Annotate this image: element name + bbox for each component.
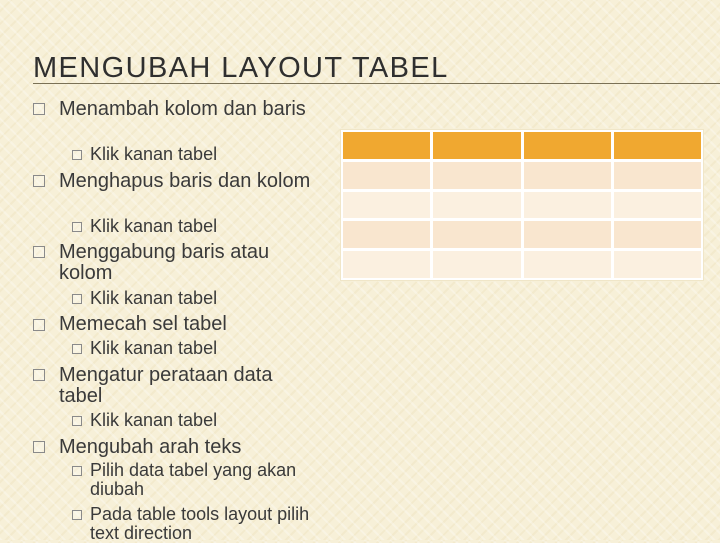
table-cell: [433, 221, 520, 248]
table-header-cell: [614, 132, 701, 159]
box-bullet-icon: [33, 175, 45, 187]
box-bullet-icon: [72, 150, 82, 160]
table-cell: [343, 221, 430, 248]
box-bullet-icon: [33, 246, 45, 258]
box-bullet-icon: [33, 441, 45, 453]
sub-bullet-item: Klik kanan tabel: [90, 338, 218, 358]
table-cell: [524, 162, 611, 189]
bullet-list: [0, 0, 340, 543]
bullet-item: Mengatur perataan data tabel: [59, 364, 273, 407]
sub-bullet-item: Klik kanan tabel: [90, 410, 218, 430]
sub-bullet-item: Klik kanan tabel: [90, 144, 218, 164]
table-header-cell: [433, 132, 520, 159]
sub-bullet-item: Pilih data tabel yang akan diubah: [90, 460, 297, 499]
table-cell: [524, 221, 611, 248]
bullet-item: Mengubah arah teks: [59, 436, 242, 458]
table-cell: [433, 162, 520, 189]
table-header-cell: [524, 132, 611, 159]
table-cell: [524, 192, 611, 219]
table-cell: [614, 192, 701, 219]
table-cell: [433, 251, 520, 278]
table-cell: [614, 162, 701, 189]
sub-bullet-item: Klik kanan tabel: [90, 216, 218, 236]
box-bullet-icon: [72, 222, 82, 232]
bullet-item: Menggabung baris atau kolom: [59, 241, 270, 284]
box-bullet-icon: [33, 319, 45, 331]
sub-bullet-item: Klik kanan tabel: [90, 288, 218, 308]
table-cell: [524, 251, 611, 278]
box-bullet-icon: [72, 416, 82, 426]
bullet-item: Menghapus baris dan kolom: [59, 170, 311, 192]
table-cell: [614, 251, 701, 278]
box-bullet-icon: [72, 294, 82, 304]
table-cell: [343, 251, 430, 278]
table-cell: [433, 192, 520, 219]
table-header-cell: [343, 132, 430, 159]
slide-title: MENGUBAH LAYOUT TABEL: [33, 52, 449, 84]
table-cell: [614, 221, 701, 248]
box-bullet-icon: [33, 369, 45, 381]
box-bullet-icon: [72, 510, 82, 520]
table-cell: [343, 192, 430, 219]
box-bullet-icon: [33, 103, 45, 115]
bullet-item: Menambah kolom dan baris: [59, 98, 306, 120]
bullet-item: Memecah sel tabel: [59, 313, 227, 335]
table-cell: [343, 162, 430, 189]
sub-bullet-item: Pada table tools layout pilih text direction: [90, 504, 310, 543]
box-bullet-icon: [72, 466, 82, 476]
box-bullet-icon: [72, 344, 82, 354]
table-preview: [341, 130, 703, 280]
